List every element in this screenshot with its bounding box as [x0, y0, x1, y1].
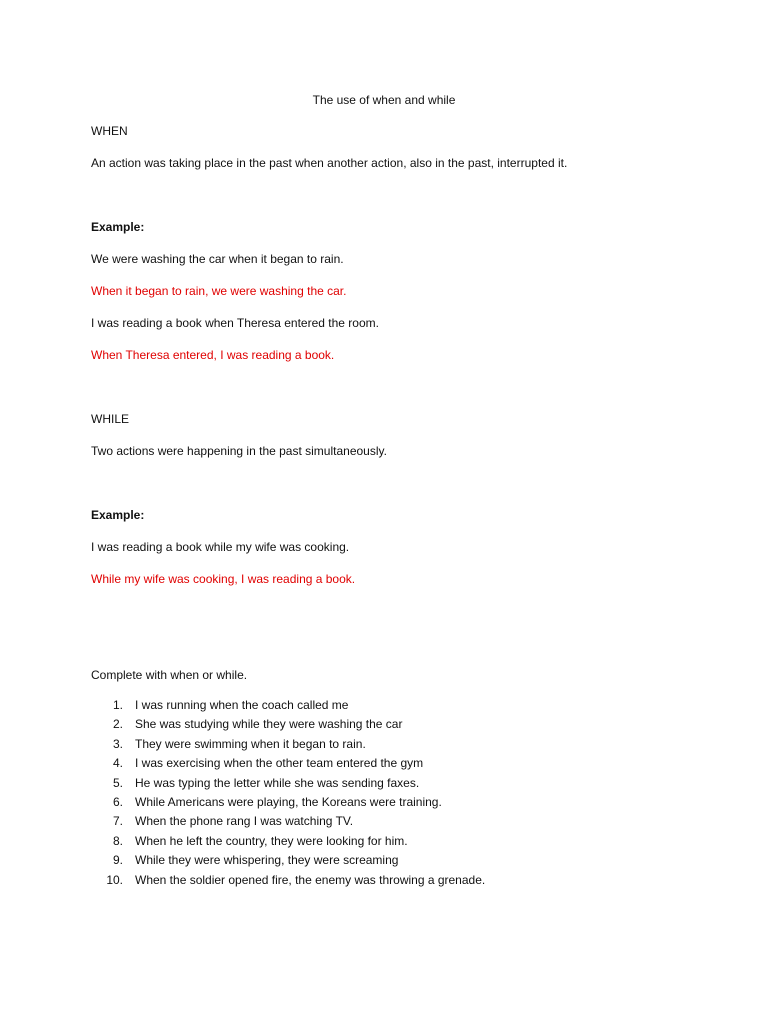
item-text: I was running when the coach called me	[135, 698, 349, 712]
item-text: While they were whispering, they were screaming	[135, 853, 399, 868]
item-number: 3.	[112, 736, 123, 751]
while-example-label: Example:	[91, 508, 145, 522]
item-number: 10.	[106, 872, 123, 887]
when-example-label: Example:	[91, 220, 145, 234]
when-example-3: I was reading a book when Theresa entered the room.	[91, 316, 379, 330]
document-title: The use of when and while	[312, 93, 456, 107]
while-definition: Two actions were happening in the past simultaneously.	[91, 444, 387, 458]
item-number: 9.	[112, 853, 123, 868]
when-example-2: When it began to rain, we were washing the car.	[91, 284, 347, 298]
item-text: I was exercising when the other team entered the gym	[135, 756, 424, 771]
item-text: She was studying while they were washing the car	[135, 717, 403, 732]
item-number: 1.	[112, 698, 123, 712]
exercise-instruction: Complete with when or while.	[91, 668, 248, 682]
while-example-2: While my wife was cooking, I was reading a book.	[91, 572, 356, 586]
when-heading: WHEN	[91, 124, 128, 138]
item-number: 2.	[112, 717, 123, 732]
item-number: 5.	[112, 775, 123, 790]
when-definition: An action was taking place in the past when another action, also in the past, interrupted it.	[91, 156, 568, 170]
item-number: 4.	[112, 756, 123, 771]
item-text: They were swimming when it began to rain.	[135, 736, 366, 751]
item-number: 6.	[112, 794, 123, 809]
when-example-1: We were washing the car when it began to rain.	[91, 252, 344, 266]
while-heading: WHILE	[91, 412, 130, 426]
item-text: When the soldier opened fire, the enemy was throwing a grenade.	[135, 872, 486, 887]
item-text: When the phone rang I was watching TV.	[135, 814, 354, 829]
item-text: He was typing the letter while she was sending faxes.	[135, 775, 420, 790]
item-number: 8.	[112, 833, 123, 848]
while-example-1: I was reading a book while my wife was cooking.	[91, 540, 350, 554]
item-text: While Americans were playing, the Koreans were training.	[135, 794, 442, 809]
item-number: 7.	[112, 814, 123, 829]
when-example-4: When Theresa entered, I was reading a book.	[91, 348, 335, 362]
item-text: When he left the country, they were looking for him.	[135, 833, 408, 848]
